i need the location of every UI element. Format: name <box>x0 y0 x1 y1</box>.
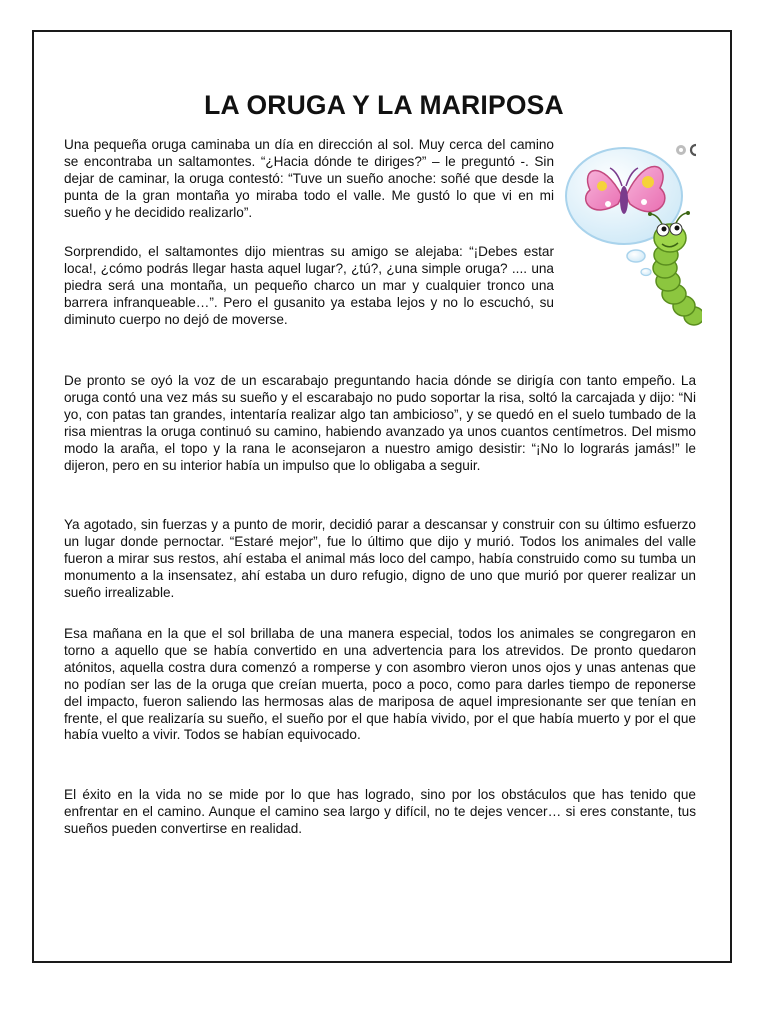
story-title: LA ORUGA Y LA MARIPOSA <box>204 90 564 120</box>
story-paragraph-1: Una pequeña oruga caminaba un día en dirección al sol. Muy cerca del camino se encontraba un saltamontes. “¿Hacia dónde te diriges?” – le preguntó -. Sin dejar de caminar, la oruga contestó: “Tuve un sueño anoche: soñé que desde la punta de la gran montaña yo miraba todo el valle. Me gustó lo que vi en mi sueño y he decidido realizarlo”. <box>64 137 554 220</box>
story-paragraph-5: Esa mañana en la que el sol brillaba de una manera especial, todos los animales se congregaron en torno a aquello que se había convertido en una advertencia para los atrevidos. De pronto quedaron atónitos, aquella costra dura comenzó a romperse y con asombro vieron unos ojos y unas antenas que no podían ser las de la oruga que creían muerta, poco a poco, como para darles tiempo de reponerse del impacto, fueron saliendo las hermosas alas de mariposa de aquel impresionante ser que tenían en frente, el que realizaría su sueño, el sueño por el que había vivido, por el que había muerto y por el que había vuelto a vivir. Todos se habían equivocado. <box>64 626 696 743</box>
story-paragraph-6: El éxito en la vida no se mide por lo que has logrado, sino por los obstáculos que has tenido que enfrentar en el camino. Aunque el camino sea largo y difícil, no te dejes vencer… si eres constante, tus sueños pueden convertirse en realidad. <box>64 787 696 836</box>
story-paragraph-4: Ya agotado, sin fuerzas y a punto de morir, decidió parar a descansar y construir con su último esfuerzo un lugar donde pernoctar. “Estaré mejor”, fue lo último que dijo y murió. Todos los animales del valle fueron a mirar sus restos, ahí estaba el animal más loco del campo, había construido como su tumba un monumento a la insensatez, ahí estaba un duro refugio, digno de uno que murió por querer realizar un sueño irrealizable. <box>64 517 696 600</box>
page-frame <box>32 30 732 963</box>
caterpillar-dreaming-of-butterfly-icon <box>562 138 702 334</box>
story-paragraph-2: Sorprendido, el saltamontes dijo mientras su amigo se alejaba: “¡Debes estar loca!, ¿cómo podrás llegar hasta aquel lugar?, ¿tú?, ¿una simple oruga? .... una piedra será una montaña, un pequeño charco un mar y cualquier tronco una barrera infranqueable…”. Pero el gusanito ya estaba lejos y no lo escuchó, su diminuto cuerpo no dejó de moverse. <box>64 244 554 327</box>
story-paragraph-3: De pronto se oyó la voz de un escarabajo preguntando hacia dónde se dirigía con tanto empeño. La oruga contó una vez más su sueño y el escarabajo no pudo soportar la risa, soltó la carcajada y dijo: “Ni yo, con patas tan grandes, intentaría realizar algo tan ambicioso”, y se quedó en el suelo tumbado de la risa mientras la oruga continuó su camino, habiendo avanzado ya unos cuantos centímetros. Del mismo modo la araña, el topo y la rana le aconsejaron a nuestro amigo desistir: “¡No lo lograrás jamás!” le dijeron, pero en su interior había un impulso que lo obligaba a seguir. <box>64 373 696 473</box>
